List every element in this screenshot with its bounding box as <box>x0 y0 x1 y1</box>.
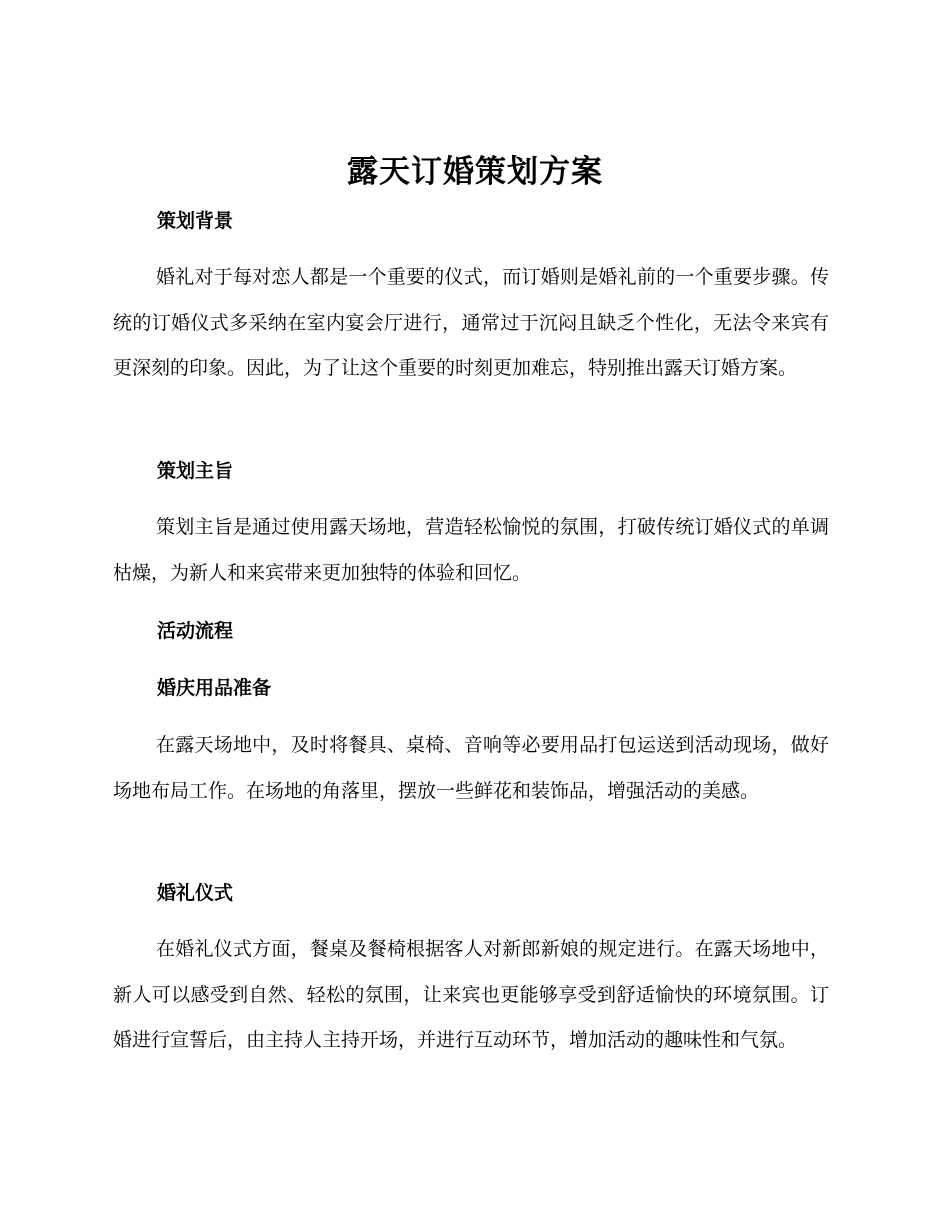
section-heading-background: 策划背景 <box>157 210 234 232</box>
document-title: 露天订婚策划方案 <box>347 154 603 190</box>
section-paragraph-ceremony: 在婚礼仪式方面，餐桌及餐椅根据客人对新郎新娘的规定进行。在露天场地中，新人可以感受到自然、轻松的氛围，让来宾也更能够享受到舒适愉快的环境氛围。订婚进行宣誓后，由主持人主持开场，并进行互动环节，增加活动的趣味性和气氛。 <box>113 938 829 1051</box>
section-paragraph-supplies: 在露天场地中，及时将餐具、桌椅、音响等必要用品打包运送到活动现场，做好场地布局工作。在场地的角落里，摆放一些鲜花和装饰品，增强活动的美感。 <box>113 734 829 802</box>
section-heading-process: 活动流程 <box>157 620 234 642</box>
section-paragraph-background: 婚礼对于每对恋人都是一个重要的仪式，而订婚则是婚礼前的一个重要步骤。传统的订婚仪式多采纳在室内宴会厅进行，通常过于沉闷且缺乏个性化，无法令来宾有更深刻的印象。因此，为了让这个重要的时刻更加难忘，特别推出露天订婚方案。 <box>113 266 829 379</box>
section-heading-purpose: 策划主旨 <box>157 460 234 482</box>
section-heading-ceremony: 婚礼仪式 <box>157 882 234 904</box>
section-paragraph-purpose: 策划主旨是通过使用露天场地，营造轻松愉悦的氛围，打破传统订婚仪式的单调枯燥，为新人和来宾带来更加独特的体验和回忆。 <box>113 516 829 584</box>
section-heading-supplies: 婚庆用品准备 <box>157 677 272 699</box>
